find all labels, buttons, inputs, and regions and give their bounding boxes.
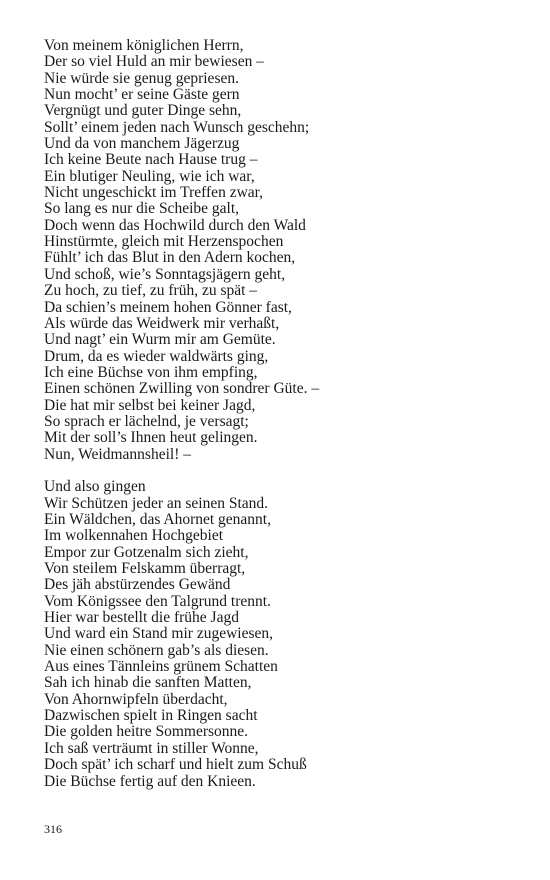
- poem-line: Aus eines Tännleins grünem Schatten: [44, 658, 278, 676]
- poem-line: Nie würde sie genug gepriesen.: [44, 69, 239, 87]
- poem-line: Doch spät’ ich scharf und hielt zum Schuß: [44, 756, 307, 774]
- poem-line: Des jäh abstürzendes Gewänd: [44, 576, 231, 594]
- poem-line: Mit der soll’s Ihnen heut gelingen.: [44, 429, 258, 447]
- stanza-1: [44, 38, 524, 463]
- stanza-2: [44, 479, 524, 790]
- poem-line: Da schien’s meinem hohen Gönner fast,: [44, 298, 292, 316]
- poem-line: Von Ahornwipfeln überdacht,: [44, 690, 228, 708]
- poem-line: Von steilem Felskamm überragt,: [44, 560, 246, 578]
- poem-line: Die golden heitre Sommersonne.: [44, 723, 249, 741]
- poem-line: Nicht ungeschickt im Treffen zwar,: [44, 184, 264, 202]
- poem-line: Ein blutiger Neuling, wie ich war,: [44, 167, 255, 185]
- poem-line: So sprach er lächelnd, je versagt;: [44, 412, 249, 430]
- poem-line: Hinstürmte, gleich mit Herzenspochen: [44, 233, 284, 251]
- poem-line: Die Büchse fertig auf den Knieen.: [44, 772, 256, 790]
- poem-line: Und schoß, wie’s Sonntagsjägern geht,: [44, 265, 286, 283]
- poem-line: So lang es nur die Scheibe galt,: [44, 200, 239, 218]
- poem-line: Ich saß verträumt in stiller Wonne,: [44, 739, 259, 757]
- poem-line: Und da von manchem Jägerzug: [44, 135, 240, 153]
- poem-line: Ich eine Büchse von ihm empfing,: [44, 363, 258, 381]
- poem-line: Nun mocht’ er seine Gäste gern: [44, 86, 240, 104]
- poem-line: Nun, Weidmannsheil! –: [44, 445, 191, 463]
- poem-line: Hier war bestellt die frühe Jagd: [44, 609, 239, 627]
- poem-line: Vom Königssee den Talgrund trennt.: [44, 592, 271, 610]
- poem-line: Sollt’ einem jeden nach Wunsch geschehn;: [44, 118, 310, 136]
- poem-line: Drum, da es wieder waldwärts ging,: [44, 347, 269, 365]
- poem-line: Zu hoch, zu tief, zu früh, zu spät –: [44, 282, 258, 300]
- poem-line: Und ward ein Stand mir zugewiesen,: [44, 625, 273, 643]
- poem-line: Ich keine Beute nach Hause trug –: [44, 151, 258, 169]
- poem-line: Im wolkennahen Hochgebiet: [44, 527, 224, 545]
- poem-line: Dazwischen spielt in Ringen sacht: [44, 707, 258, 725]
- poem-line: Von meinem königlichen Herrn,: [44, 37, 244, 54]
- poem-line: Vergnügt und guter Dinge sehn,: [44, 102, 242, 120]
- poem-line: Doch wenn das Hochwild durch den Wald: [44, 216, 306, 234]
- poem-line: Sah ich hinab die sanften Matten,: [44, 674, 252, 692]
- poem-line: Als würde das Weidwerk mir verhaßt,: [44, 314, 280, 332]
- poem-text: [44, 38, 524, 790]
- poem-line: Nie einen schönern gab’s als diesen.: [44, 641, 269, 659]
- poem-line: Und also gingen: [44, 478, 146, 496]
- poem-line: Der so viel Huld an mir bewiesen –: [44, 53, 264, 71]
- page-number: 316: [44, 822, 62, 836]
- poem-line: Fühlt’ ich das Blut in den Adern kochen,: [44, 249, 296, 267]
- poem-line: Und nagt’ ein Wurm mir am Gemüte.: [44, 331, 276, 349]
- poem-line: Empor zur Gotzenalm sich zieht,: [44, 543, 249, 561]
- poem-line: Ein Wäldchen, das Ahornet genannt,: [44, 511, 271, 529]
- poem-line: Die hat mir selbst bei keiner Jagd,: [44, 396, 256, 414]
- poem-line: Wir Schützen jeder an seinen Stand.: [44, 494, 269, 512]
- poem-line: Einen schönen Zwilling von sondrer Güte. –: [44, 380, 320, 398]
